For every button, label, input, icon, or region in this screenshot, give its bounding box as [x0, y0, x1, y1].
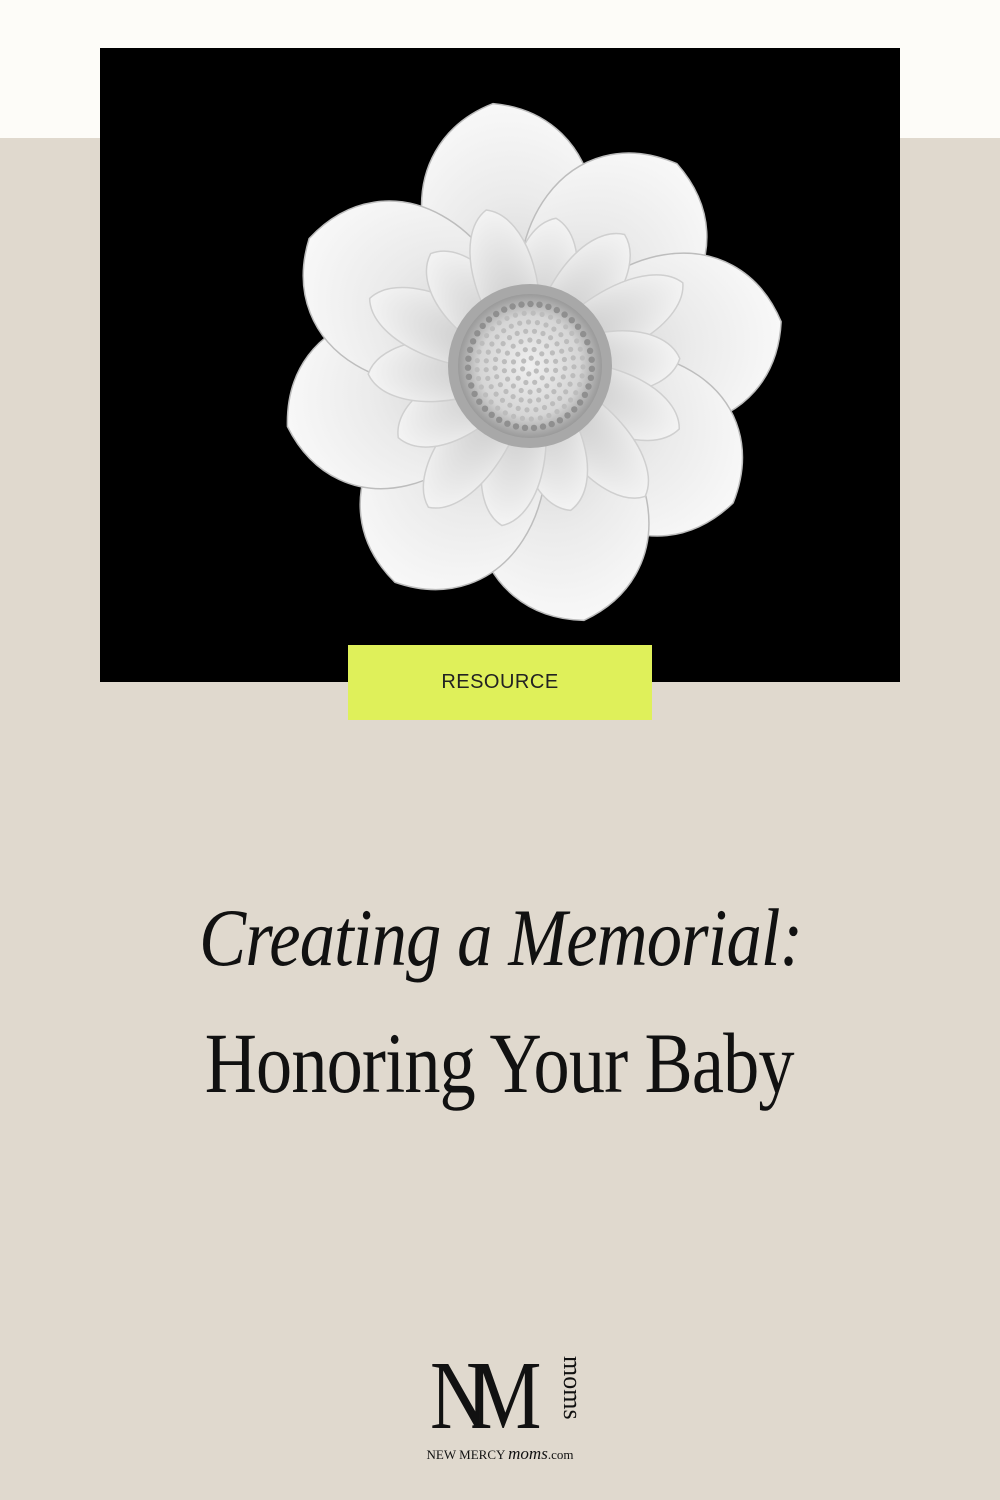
- flower-center-floret: [476, 349, 481, 354]
- flower-center-floret: [534, 368, 539, 373]
- logo-wordmark: [400, 1444, 600, 1464]
- flower-center-floret: [550, 350, 555, 355]
- logo-wordmark-suffix: .com: [547, 1447, 574, 1462]
- flower-center-floret: [498, 382, 503, 387]
- flower-center-floret: [558, 332, 563, 337]
- flower-center-floret: [553, 368, 558, 373]
- logo-wordmark-prefix: NEW MERCY: [426, 1447, 509, 1462]
- flower-center-floret: [568, 347, 573, 352]
- title-line-1: Creating a Memorial:: [199, 892, 803, 983]
- flower-center-floret: [513, 313, 518, 318]
- flower-center-floret: [504, 316, 509, 321]
- flower-center-floret: [556, 319, 561, 324]
- flower-center-floret: [573, 390, 578, 395]
- logo-wordmark-emphasis: moms: [508, 1444, 548, 1463]
- flower-center-floret: [522, 311, 527, 316]
- flower-center-floret: [540, 423, 546, 429]
- flower-center-floret: [466, 374, 472, 380]
- flower-center-floret: [518, 301, 524, 307]
- flower-center-floret: [494, 374, 499, 379]
- flower-center-floret: [486, 316, 492, 322]
- flower-center-floret: [493, 366, 498, 371]
- flower-center-floret: [522, 425, 528, 431]
- flower-center-floret: [531, 425, 537, 431]
- flower-center-floret: [497, 320, 502, 325]
- flower-center-floret: [529, 416, 534, 421]
- flower-center-floret: [528, 389, 533, 394]
- flower-center-floret: [529, 356, 534, 361]
- flower-center-floret: [500, 398, 505, 403]
- flower-center-floret: [484, 358, 489, 363]
- logo-side-text: moms: [558, 1356, 587, 1420]
- flower-center-floret: [489, 384, 494, 389]
- flower-center-floret: [539, 351, 544, 356]
- flower-center-floret: [544, 383, 549, 388]
- flower-center-floret: [588, 375, 594, 381]
- flower-center-floret: [532, 380, 537, 385]
- flower-center-floret: [571, 406, 577, 412]
- flower-center-floret: [468, 382, 474, 388]
- flower-center-floret: [502, 368, 507, 373]
- flower-center-floret: [515, 331, 520, 336]
- flower-center-floret: [554, 307, 560, 313]
- flower-center-floret: [540, 375, 545, 380]
- flower-center-floret: [505, 377, 510, 382]
- flower-center-floret: [476, 399, 482, 405]
- flower-center-floret: [584, 339, 590, 345]
- flower-center-floret: [484, 333, 489, 338]
- flower-center-floret: [507, 403, 512, 408]
- flower-center-floret: [482, 406, 488, 412]
- flower-center-floret: [471, 391, 477, 397]
- flower-center-floret: [569, 331, 574, 336]
- flower-center-floret: [538, 415, 543, 420]
- flower-center-floret: [582, 392, 588, 398]
- flower-center-floret: [511, 383, 516, 388]
- flower-center-floret: [532, 329, 537, 334]
- flower-center-floret: [465, 365, 471, 371]
- flower-center-floret: [536, 339, 541, 344]
- flower-center-floret: [513, 423, 519, 429]
- flower-center-floret: [545, 304, 551, 310]
- flower-center-floret: [516, 376, 521, 381]
- flower-center-floret: [531, 311, 536, 316]
- flower-center-floret: [536, 302, 542, 308]
- flower-center-floret: [479, 384, 484, 389]
- flower-center-floret: [519, 388, 524, 393]
- flower-center-floret: [523, 347, 528, 352]
- flower-center-floret: [511, 394, 516, 399]
- flower-center-floret: [571, 364, 576, 369]
- flower-center-floret: [543, 322, 548, 327]
- flower-center-floret: [484, 367, 489, 372]
- flower-center-floret: [535, 361, 540, 366]
- flower-center-floret: [511, 368, 516, 373]
- flower-center-floret: [550, 401, 555, 406]
- flower-center-floret: [489, 412, 495, 418]
- flower-center-floret: [587, 348, 593, 354]
- flower-center-floret: [589, 366, 595, 372]
- flower-center-floret: [490, 326, 495, 331]
- flower-center-floret: [580, 364, 585, 369]
- flower-center-floret: [564, 412, 570, 418]
- flower-center-floret: [494, 392, 499, 397]
- flower-center-floret: [495, 334, 500, 339]
- flower-center-floret: [563, 389, 568, 394]
- flower-center-floret: [509, 303, 515, 309]
- flower-center-floret: [544, 343, 549, 348]
- flower-center-floret: [501, 341, 506, 346]
- flower-center-floret: [568, 397, 573, 402]
- flower-center-floret: [580, 373, 585, 378]
- flower-center-floret: [511, 414, 516, 419]
- flower-center-floret: [570, 373, 575, 378]
- flower-center-floret: [496, 417, 502, 423]
- flower-center-floret: [511, 359, 516, 364]
- flower-center-floret: [577, 382, 582, 387]
- flower-center-floret: [536, 388, 541, 393]
- flower-center-floret: [523, 329, 528, 334]
- flower-center-floret: [544, 394, 549, 399]
- flower-center-floret: [470, 338, 476, 344]
- flower-center-floret: [553, 359, 558, 364]
- flower-center-floret: [533, 407, 538, 412]
- flower-center-floret: [527, 398, 532, 403]
- flower-center-floret: [517, 321, 522, 326]
- logo-monogram: NM: [430, 1342, 524, 1450]
- flower-center-floret: [496, 348, 501, 353]
- flower-center-floret: [465, 356, 471, 362]
- flower-center-floret: [503, 410, 508, 415]
- flower-center-floret: [559, 349, 564, 354]
- flower-center-floret: [493, 357, 498, 362]
- flower-center-floret: [523, 380, 528, 385]
- flower-center-floret: [503, 389, 508, 394]
- flower-center-floret: [557, 382, 562, 387]
- resource-tag: [348, 645, 652, 720]
- flower-center-floret: [580, 331, 586, 337]
- flower-center-floret: [475, 367, 480, 372]
- flower-center-floret: [511, 344, 516, 349]
- flower-center-floret: [562, 404, 567, 409]
- hero-photo: [100, 48, 900, 682]
- flower-center-floret: [548, 335, 553, 340]
- title-line-2: Honoring Your Baby: [204, 1015, 794, 1111]
- flower-center-floret: [571, 355, 576, 360]
- flower-center-floret: [520, 366, 525, 371]
- flower-center-floret: [548, 315, 553, 320]
- flower-center-floret: [544, 368, 549, 373]
- flower-center-floret: [489, 341, 494, 346]
- flower-center-floret: [575, 324, 581, 330]
- flower-center-floret: [507, 335, 512, 340]
- flower-center-floret: [515, 352, 520, 357]
- flower-center-floret: [483, 392, 488, 397]
- flower-center-floret: [542, 405, 547, 410]
- flower-center-floret: [467, 347, 473, 353]
- flower-center-floret: [557, 396, 562, 401]
- flower-center-floret: [504, 421, 510, 427]
- flower-center-floret: [527, 337, 532, 342]
- flower-center-floret: [574, 338, 579, 343]
- flower-center-floret: [557, 417, 563, 423]
- flower-center-floret: [554, 341, 559, 346]
- flower-center-floret: [485, 376, 490, 381]
- flower-center-floret: [502, 359, 507, 364]
- flower-center-floret: [480, 341, 485, 346]
- flower-center-floret: [562, 366, 567, 371]
- flower-center-floret: [505, 351, 510, 356]
- flower-center-floret: [551, 389, 556, 394]
- dahlia-flower-image: [100, 48, 900, 682]
- flower-center-floret: [493, 311, 499, 317]
- flower-center-floret: [520, 416, 525, 421]
- flower-center-floret: [578, 347, 583, 352]
- flower-center-floret: [519, 397, 524, 402]
- flower-center-floret: [535, 320, 540, 325]
- flower-center-floret: [561, 311, 567, 317]
- new-mercy-moms-logo: [400, 1342, 600, 1472]
- resource-tag-label: RESOURCE: [441, 671, 559, 693]
- flower-center-floret: [549, 421, 555, 427]
- flower-center-floret: [564, 339, 569, 344]
- flower-center-floret: [495, 406, 500, 411]
- flower-center-floret: [475, 358, 480, 363]
- flower-center-floret: [561, 374, 566, 379]
- flower-center-floret: [585, 383, 591, 389]
- flower-center-floret: [518, 339, 523, 344]
- flower-center-floret: [509, 324, 514, 329]
- flower-center-floret: [524, 407, 529, 412]
- flower-center-floret: [569, 317, 575, 323]
- flower-center-floret: [526, 371, 531, 376]
- flower-center-floret: [474, 330, 480, 336]
- flower-center-floret: [554, 409, 559, 414]
- flower-center-floret: [589, 357, 595, 363]
- flower-center-floret: [527, 301, 533, 307]
- flower-center-floret: [501, 328, 506, 333]
- flower-center-floret: [544, 359, 549, 364]
- flower-center-floret: [562, 357, 567, 362]
- flower-center-floret: [563, 324, 568, 329]
- flower-center-floret: [486, 350, 491, 355]
- flower-center-floret: [480, 323, 486, 329]
- flower-center-floret: [540, 331, 545, 336]
- flower-center-floret: [536, 397, 541, 402]
- flower-center-floret: [550, 376, 555, 381]
- flower-center-floret: [516, 406, 521, 411]
- flower-center-floret: [476, 376, 481, 381]
- flower-center-floret: [551, 327, 556, 332]
- flower-center-floret: [489, 399, 494, 404]
- flower-center-floret: [540, 312, 545, 317]
- flower-center-floret: [526, 319, 531, 324]
- flower-center-floret: [577, 399, 583, 405]
- flower-center-floret: [580, 355, 585, 360]
- flower-center-floret: [532, 347, 537, 352]
- flower-center-floret: [568, 382, 573, 387]
- flower-center-floret: [501, 306, 507, 312]
- flower-center-floret: [546, 413, 551, 418]
- flower-center-floret: [521, 358, 526, 363]
